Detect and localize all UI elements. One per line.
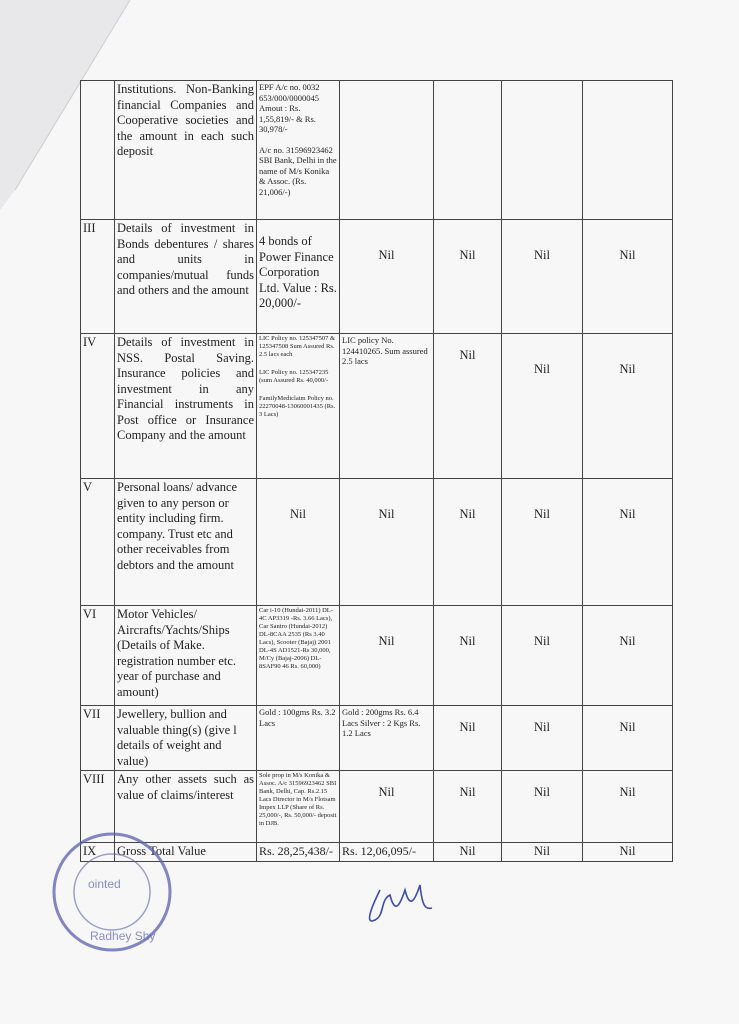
row-number: IX	[81, 843, 115, 862]
cell	[583, 81, 673, 220]
table-row	[81, 706, 673, 771]
cell: Nil	[434, 771, 502, 843]
table-row	[81, 606, 673, 706]
total-spouse: Rs. 12,06,095/-	[340, 843, 434, 862]
cell-self: Sole prop in M/s Konika & Assoc. A/c 31596923462 SBI Bank, Delhi, Cap. Rs.2.15 Lacs Director in M/s Flotsam Impex LLP (Share of Rs. 25,000/-, Rs. 50,000/- deposit in DJB.	[257, 771, 340, 843]
row-number	[81, 81, 115, 220]
cell-spouse: Nil	[340, 479, 434, 606]
notary-stamp	[50, 830, 175, 955]
row-description: Institutions. Non-Banking financial Companies and Cooperative societies and the amount in each such deposit	[115, 81, 257, 220]
cell: Nil	[434, 843, 502, 862]
cell: Nil	[583, 334, 673, 479]
svg-text:ointed: ointed	[88, 877, 121, 891]
table-row	[81, 220, 673, 334]
cell-self: 4 bonds of Power Finance Corporation Ltd. Value : Rs. 20,000/-	[257, 220, 340, 334]
row-description: Jewellery, bullion and valuable thing(s) (give l details of weight and value)	[115, 706, 257, 771]
cell-text: FamilyMediclaim Policy no. 22270048-13060001435 (Rs. 3 Lacs)	[259, 395, 336, 418]
cell-text: A/c no. 31596923462 SBI Bank, Delhi in the name of M/s Konika & Assoc. (Rs. 21,006/-)	[259, 144, 337, 197]
cell: Nil	[583, 771, 673, 843]
cell-self	[257, 81, 340, 220]
cell-self: Nil	[257, 479, 340, 606]
cell: Nil	[434, 479, 502, 606]
assets-table	[80, 80, 673, 862]
cell: Nil	[583, 606, 673, 706]
cell-text: EPF A/c no. 0032 653/000/0000045 Amout : Rs. 1,55,819/- & Rs. 30,978/-	[259, 82, 320, 134]
table-row	[81, 81, 673, 220]
row-description: Gross Total Value	[115, 843, 257, 862]
row-description: Details of investment in Bonds debentures / shares and units in companies/mutual funds and others and the amount	[115, 220, 257, 334]
cell	[502, 81, 583, 220]
cell-spouse: Gold : 200gms Rs. 6.4 Lacs Silver : 2 Kgs Rs. 1.2 Lacs	[340, 706, 434, 771]
cell: Nil	[502, 220, 583, 334]
cell: Nil	[502, 771, 583, 843]
cell: Nil	[583, 843, 673, 862]
row-number: VII	[81, 706, 115, 771]
signature	[360, 880, 440, 940]
cell: Nil	[502, 606, 583, 706]
row-number: IV	[81, 334, 115, 479]
cell: Nil	[583, 479, 673, 606]
cell-spouse: Nil	[340, 771, 434, 843]
cell: Nil	[502, 843, 583, 862]
cell-spouse	[340, 81, 434, 220]
row-number: VI	[81, 606, 115, 706]
cell: Nil	[434, 606, 502, 706]
cell-spouse: Nil	[340, 220, 434, 334]
row-description: Motor Vehicles/ Aircrafts/Yachts/Ships (Details of Make. registration number etc. year of purchase and amount)	[115, 606, 257, 706]
cell: Nil	[583, 220, 673, 334]
cell-self	[257, 334, 340, 479]
cell: Nil	[434, 334, 502, 479]
cell-spouse: LIC policy No. 124410265. Sum assured 2.5 lacs	[340, 334, 434, 479]
cell: Nil	[583, 706, 673, 771]
svg-text:Radhey Shy: Radhey Shy	[90, 929, 156, 943]
cell: Nil	[502, 334, 583, 479]
row-description: Any other assets such as value of claims/interest	[115, 771, 257, 843]
row-number: VIII	[81, 771, 115, 843]
table-row	[81, 334, 673, 479]
row-description: Details of investment in NSS. Postal Saving. Insurance policies and investment in any Financial instruments in Post office or Insurance Company and the amount	[115, 334, 257, 479]
cell: Nil	[502, 706, 583, 771]
cell-self: Car i-10 (Hundai-2011) DL-4C AP3319 -Rs. 3.66 Lacs), Car Santro (Hundai-2012) DL-8CAA 2535 (Rs 3.40 Lacs), Scooter (Bajaj) 2001 DL-4S AD1521-Rs 30,000, M/Cy (Bajaj-2006) DL-8SAF90 46 Rs. 60,000)	[257, 606, 340, 706]
cell-self: Gold : 100gms Rs. 3.2 Lacs	[257, 706, 340, 771]
row-number: V	[81, 479, 115, 606]
cell-text: LIC Policy no. 125347235 (sum Assured Rs. 40,000/-	[259, 369, 329, 384]
cell-spouse: Nil	[340, 606, 434, 706]
cell: Nil	[434, 706, 502, 771]
row-description: Personal loans/ advance given to any person or entity including firm. company. Trust etc and other receivables from debtors and the amount	[115, 479, 257, 606]
cell-text: LIC Policy no. 125347507 & 125347508 Sum Assured Rs. 2.5 lacs each	[259, 335, 336, 358]
cell: Nil	[434, 220, 502, 334]
cell: Nil	[502, 479, 583, 606]
table-row	[81, 479, 673, 606]
cell	[434, 81, 502, 220]
row-number: III	[81, 220, 115, 334]
total-self: Rs. 28,25,438/-	[257, 843, 340, 862]
